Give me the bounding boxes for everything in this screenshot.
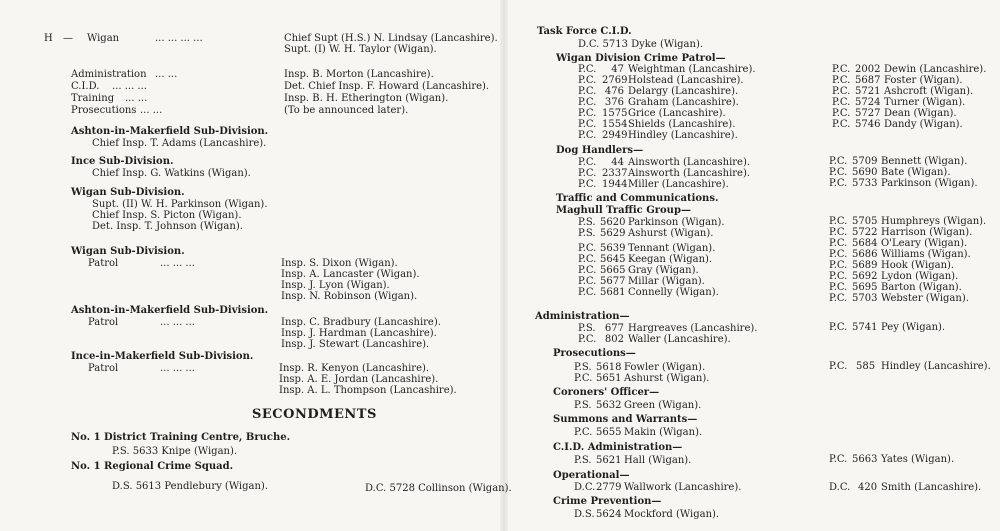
officer-rank: P.C. bbox=[578, 64, 597, 75]
officer-name: Millar (Wigan). bbox=[628, 276, 705, 287]
officer-rank: P.C. bbox=[578, 265, 597, 276]
patrol-dots: ... ... ... bbox=[160, 363, 195, 374]
officer-name: Hook (Wigan). bbox=[881, 260, 955, 271]
officer-number: 2769 bbox=[602, 75, 628, 86]
officer-rank: P.C. bbox=[829, 454, 848, 465]
officer-name: Bennett (Wigan). bbox=[881, 156, 968, 167]
officer-number: 5695 bbox=[852, 282, 878, 293]
officer-rank: P.C. bbox=[578, 179, 597, 190]
officer-number: 5703 bbox=[852, 293, 878, 304]
patrol-dots: ... ... ... bbox=[160, 317, 195, 328]
officer-number: 1575 bbox=[602, 108, 628, 119]
officer-number: 5709 bbox=[852, 156, 878, 167]
officer-number: 5733 bbox=[852, 178, 878, 189]
officer-rank: P.C. bbox=[829, 216, 848, 227]
crime-squad-officer-left: D.S. 5613 Pendlebury (Wigan). bbox=[112, 481, 269, 492]
officer-number: 2337 bbox=[602, 168, 628, 179]
patrol-officer: Insp. R. Kenyon (Lancashire). bbox=[279, 363, 430, 374]
patrol-officer: Insp. A. Lancaster (Wigan). bbox=[281, 269, 420, 280]
cid-dots: ... ... ... bbox=[112, 81, 147, 92]
summons-title: Summons and Warrants— bbox=[553, 414, 698, 425]
traffic-group-title: Maghull Traffic Group— bbox=[556, 205, 691, 216]
patrol-officer: Insp. J. Stewart (Lancashire). bbox=[281, 339, 430, 350]
officer-rank: P.C. bbox=[578, 254, 597, 265]
officer-number: 5639 bbox=[600, 243, 626, 254]
officer-rank: P.C. bbox=[829, 178, 848, 189]
operational-title: Operational— bbox=[553, 470, 630, 481]
officer-name: Makin (Wigan). bbox=[624, 427, 703, 438]
cid-label: C.I.D. bbox=[71, 81, 100, 92]
officer-number: 5684 bbox=[852, 238, 878, 249]
officer-rank: P.C. bbox=[832, 119, 851, 130]
officer-rank: P.C. bbox=[829, 260, 848, 271]
officer-number: 420 bbox=[858, 482, 878, 493]
officer-name: Weightman (Lancashire). bbox=[628, 64, 756, 75]
officer-rank: P.C. bbox=[578, 97, 597, 108]
subdivision-officer: Det. Insp. T. Johnson (Wigan). bbox=[92, 221, 243, 232]
patrol-subdivision-title: Ince-in-Makerfield Sub-Division. bbox=[71, 351, 254, 362]
officer-name: Harrison (Wigan). bbox=[881, 227, 973, 238]
crime-patrol-title: Wigan Division Crime Patrol— bbox=[556, 53, 726, 64]
page-gutter bbox=[500, 0, 508, 531]
patrol-dots: ... ... ... bbox=[160, 258, 195, 269]
officer-name: Lydon (Wigan). bbox=[881, 271, 959, 282]
officer-name: Grice (Lancashire). bbox=[628, 108, 726, 119]
officer-number: 1554 bbox=[602, 119, 628, 130]
officer-rank: P.C. bbox=[578, 243, 597, 254]
patrol-subdivision-title: Ashton-in-Makerfield Sub-Division. bbox=[71, 305, 269, 316]
officer-name: Waller (Lancashire). bbox=[628, 334, 731, 345]
admin-value: Insp. B. Morton (Lancashire). bbox=[284, 69, 434, 80]
officer-name: Keegan (Wigan). bbox=[628, 254, 713, 265]
officer-name: Wallwork (Lancashire). bbox=[624, 482, 742, 493]
officer-rank: P.C. bbox=[578, 334, 597, 345]
officer-name: Hargreaves (Lancashire). bbox=[628, 323, 758, 334]
officer-name: Ainsworth (Lancashire). bbox=[628, 168, 751, 179]
officer-rank: P.C. bbox=[578, 276, 597, 287]
officer-number: 5690 bbox=[852, 167, 878, 178]
officer-number: 5724 bbox=[855, 97, 881, 108]
officer-number: 5620 bbox=[600, 217, 626, 228]
officer-rank: P.S. bbox=[574, 362, 592, 373]
officer-number: 5651 bbox=[596, 373, 622, 384]
officer-name: Turner (Wigan). bbox=[884, 97, 966, 108]
officer-number: 5741 bbox=[852, 322, 878, 333]
training-label: Training bbox=[71, 93, 115, 104]
officer-number: 5618 bbox=[596, 362, 622, 373]
officer-name: Delargy (Lancashire). bbox=[628, 86, 739, 97]
division-dash: — bbox=[63, 33, 73, 44]
subdivision-officer: Chief Insp. S. Picton (Wigan). bbox=[92, 210, 242, 221]
officer-number: 2779 bbox=[596, 482, 622, 493]
officer-rank: P.C. bbox=[832, 75, 851, 86]
officer-rank: P.C. bbox=[829, 322, 848, 333]
officer-rank: P.C. bbox=[829, 271, 848, 282]
patrol-officer: Insp. J. Hardman (Lancashire). bbox=[281, 328, 437, 339]
officer-number: 5746 bbox=[855, 119, 881, 130]
administration-title: Administration— bbox=[535, 311, 630, 322]
officer-name: O'Leary (Wigan). bbox=[881, 238, 968, 249]
patrol-officer: Insp. S. Dixon (Wigan). bbox=[281, 258, 398, 269]
officer-name: Ainsworth (Lancashire). bbox=[628, 157, 751, 168]
officer-name: Barton (Wigan). bbox=[881, 282, 962, 293]
prosecutions-dots: ... ... bbox=[140, 105, 163, 116]
officer-rank: P.C. bbox=[578, 108, 597, 119]
officer-rank: P.C. bbox=[578, 119, 597, 130]
officer-rank: P.C. bbox=[829, 227, 848, 238]
officer-rank: P.C. bbox=[832, 108, 851, 119]
officer-rank: P.C. bbox=[578, 86, 597, 97]
officer-name: Foster (Wigan). bbox=[884, 75, 963, 86]
division-supt: Supt. (I) W. H. Taylor (Wigan). bbox=[284, 44, 437, 55]
coroners-title: Coroners' Officer— bbox=[553, 387, 660, 398]
officer-rank: P.C. bbox=[829, 167, 848, 178]
officer-name: Miller (Lancashire). bbox=[628, 179, 729, 190]
prosecutions-label: Prosecutions bbox=[71, 105, 137, 116]
division-code: H bbox=[44, 33, 53, 44]
officer-rank: P.C. bbox=[578, 157, 597, 168]
officer-name: Hindley (Lancashire). bbox=[881, 361, 991, 372]
prosecutions-value: (To be announced later). bbox=[284, 105, 409, 116]
patrol-officer: Insp. J. Lyon (Wigan). bbox=[281, 280, 390, 291]
prosecutions-title: Prosecutions— bbox=[553, 348, 636, 359]
officer-name: Hall (Wigan). bbox=[624, 455, 692, 466]
traffic-title: Traffic and Communications. bbox=[556, 193, 719, 204]
patrol-officer: Insp. N. Robinson (Wigan). bbox=[281, 291, 418, 302]
officer-name: Ashurst (Wigan). bbox=[628, 228, 714, 239]
officer-rank: P.C. bbox=[829, 238, 848, 249]
officer-number: 5621 bbox=[596, 455, 622, 466]
officer-number: 5665 bbox=[600, 265, 626, 276]
officer-rank: P.C. bbox=[574, 373, 593, 384]
subdivision-officer: Supt. (II) W. H. Parkinson (Wigan). bbox=[92, 199, 268, 210]
officer-number: 47 bbox=[611, 64, 624, 75]
officer-name: Williams (Wigan). bbox=[881, 249, 971, 260]
officer-number: 376 bbox=[604, 97, 624, 108]
officer-number: 5721 bbox=[855, 86, 881, 97]
division-dots: ... ... ... ... bbox=[155, 33, 203, 44]
officer-number: 5624 bbox=[596, 509, 622, 520]
training-centre-officer: P.S. 5633 Knipe (Wigan). bbox=[112, 446, 238, 457]
officer-number: 5632 bbox=[596, 400, 622, 411]
secondments-heading: SECONDMENTS bbox=[252, 407, 377, 422]
patrol-subdivision-title: Wigan Sub-Division. bbox=[71, 246, 185, 257]
officer-number: 585 bbox=[856, 361, 876, 372]
officer-number: 5689 bbox=[852, 260, 878, 271]
officer-rank: P.C. bbox=[578, 130, 597, 141]
division-chief-supt: Chief Supt (H.S.) N. Lindsay (Lancashire). bbox=[284, 33, 498, 44]
officer-name: Tennant (Wigan). bbox=[628, 243, 716, 254]
division-name: Wigan bbox=[87, 33, 120, 44]
officer-number: 677 bbox=[604, 323, 624, 334]
patrol-officer: Insp. A. L. Thompson (Lancashire). bbox=[279, 385, 457, 396]
subdivision-officer: Chief Insp. T. Adams (Lancashire). bbox=[92, 138, 267, 149]
officer-number: 5692 bbox=[852, 271, 878, 282]
patrol-officer: Insp. C. Bradbury (Lancashire). bbox=[281, 317, 441, 328]
officer-number: 5686 bbox=[852, 249, 878, 260]
dog-handlers-title: Dog Handlers— bbox=[556, 145, 644, 156]
officer-rank: P.C. bbox=[832, 86, 851, 97]
officer-name: Gray (Wigan). bbox=[628, 265, 699, 276]
officer-rank: P.C. bbox=[578, 287, 597, 298]
patrol-officer: Insp. A. E. Jordan (Lancashire). bbox=[279, 374, 439, 385]
officer-name: Dewin (Lancashire). bbox=[884, 64, 987, 75]
crime-prevention-title: Crime Prevention— bbox=[553, 496, 662, 507]
subdivision-title: Ashton-in-Makerfield Sub-Division. bbox=[71, 126, 269, 137]
officer-rank: P.C. bbox=[829, 282, 848, 293]
admin-label: Administration bbox=[71, 69, 147, 80]
officer-name: Connelly (Wigan). bbox=[628, 287, 719, 298]
officer-number: 5727 bbox=[855, 108, 881, 119]
subdivision-officer: Chief Insp. G. Watkins (Wigan). bbox=[92, 168, 251, 179]
officer-number: 44 bbox=[611, 157, 624, 168]
officer-name: Yates (Wigan). bbox=[881, 454, 955, 465]
officer-rank: P.C. bbox=[578, 168, 597, 179]
officer-name: Bate (Wigan). bbox=[881, 167, 951, 178]
officer-rank: P.C. bbox=[829, 293, 848, 304]
cid-admin-title: C.I.D. Administration— bbox=[553, 442, 683, 453]
officer-name: Green (Wigan). bbox=[624, 400, 702, 411]
officer-number: 5663 bbox=[852, 454, 878, 465]
officer-rank: P.C. bbox=[829, 156, 848, 167]
officer-rank: P.C. bbox=[832, 64, 851, 75]
officer-number: 2949 bbox=[602, 130, 628, 141]
subdivision-title: Wigan Sub-Division. bbox=[71, 187, 185, 198]
officer-rank: P.S. bbox=[578, 228, 596, 239]
officer-rank: P.C. bbox=[574, 427, 593, 438]
officer-name: Webster (Wigan). bbox=[881, 293, 969, 304]
officer-name: Ashurst (Wigan). bbox=[624, 373, 710, 384]
officer-name: Holstead (Lancashire). bbox=[628, 75, 744, 86]
officer-rank: D.C. bbox=[829, 482, 851, 493]
officer-name: Dean (Wigan). bbox=[884, 108, 957, 119]
officer-rank: P.S. bbox=[578, 323, 596, 334]
officer-name: Smith (Lancashire). bbox=[881, 482, 982, 493]
training-value: Insp. B. H. Etherington (Wigan). bbox=[284, 93, 449, 104]
officer-name: Parkinson (Wigan). bbox=[628, 217, 725, 228]
patrol-label: Patrol bbox=[88, 258, 119, 269]
officer-name: Dandy (Wigan). bbox=[884, 119, 963, 130]
crime-squad-title: No. 1 Regional Crime Squad. bbox=[71, 461, 234, 472]
officer-number: 5645 bbox=[600, 254, 626, 265]
officer-number: 5705 bbox=[852, 216, 878, 227]
training-centre-title: No. 1 District Training Centre, Bruche. bbox=[71, 432, 291, 443]
officer-number: 802 bbox=[604, 334, 624, 345]
officer-name: Shields (Lancashire). bbox=[628, 119, 736, 130]
training-dots: ... ... bbox=[125, 93, 148, 104]
officer-number: 5655 bbox=[596, 427, 622, 438]
officer-number: 476 bbox=[604, 86, 624, 97]
patrol-label: Patrol bbox=[88, 363, 119, 374]
officer-number: 1944 bbox=[602, 179, 628, 190]
subdivision-title: Ince Sub-Division. bbox=[71, 156, 174, 167]
officer-number: 5629 bbox=[600, 228, 626, 239]
admin-dots: ... ... bbox=[155, 69, 178, 80]
officer-name: Parkinson (Wigan). bbox=[881, 178, 978, 189]
officer-rank: P.S. bbox=[574, 400, 592, 411]
patrol-label: Patrol bbox=[88, 317, 119, 328]
cid-value: Det. Chief Insp. F. Howard (Lancashire). bbox=[284, 81, 490, 92]
officer-rank: P.C. bbox=[832, 97, 851, 108]
officer-rank: P.S. bbox=[574, 455, 592, 466]
officer-rank: D.C. bbox=[574, 482, 596, 493]
officer-number: 2002 bbox=[855, 64, 881, 75]
officer-rank: P.C. bbox=[829, 361, 848, 372]
officer-number: 5677 bbox=[600, 276, 626, 287]
officer-name: Hindley (Lancashire). bbox=[628, 130, 738, 141]
officer-name: Ashcroft (Wigan). bbox=[884, 86, 974, 97]
officer-name: Graham (Lancashire). bbox=[628, 97, 739, 108]
officer-rank: D.S. bbox=[574, 509, 595, 520]
crime-squad-officer-right: D.C. 5728 Collinson (Wigan). bbox=[365, 483, 512, 494]
officer-name: Fowler (Wigan). bbox=[624, 362, 706, 373]
officer-name: Humphreys (Wigan). bbox=[881, 216, 987, 227]
officer-rank: P.C. bbox=[829, 249, 848, 260]
officer-rank: P.C. bbox=[578, 75, 597, 86]
officer-name: Pey (Wigan). bbox=[881, 322, 946, 333]
task-force-title: Task Force C.I.D. bbox=[537, 26, 632, 37]
officer-number: 5681 bbox=[600, 287, 626, 298]
task-force-officer: D.C. 5713 Dyke (Wigan). bbox=[578, 39, 704, 50]
officer-number: 5722 bbox=[852, 227, 878, 238]
officer-rank: P.S. bbox=[578, 217, 596, 228]
officer-name: Mockford (Wigan). bbox=[624, 509, 720, 520]
officer-number: 5687 bbox=[855, 75, 881, 86]
